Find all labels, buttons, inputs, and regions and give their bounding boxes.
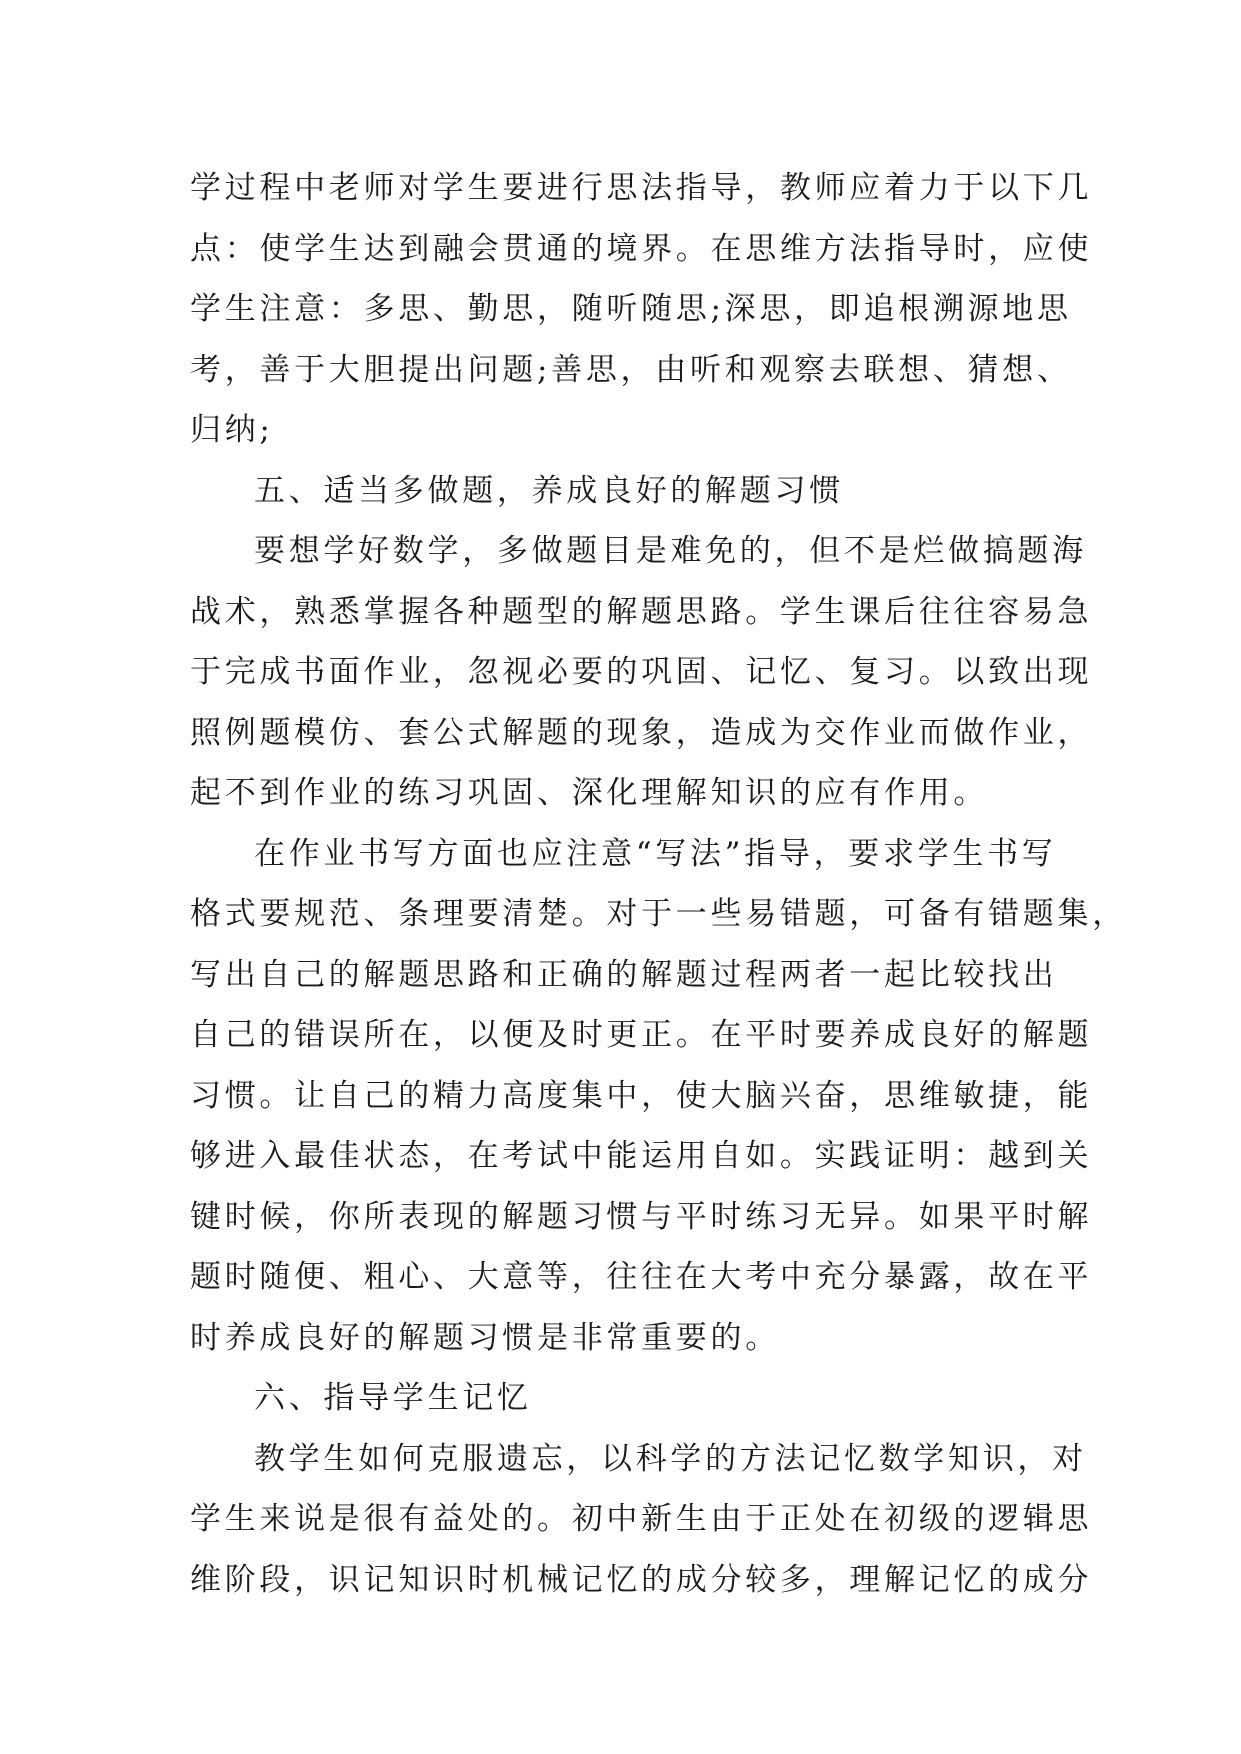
section-heading-5: 五、适当多做题，养成良好的解题习惯: [254, 472, 844, 509]
text-line: 学生注意：多思、勤思，随听随思;深思，即追根溯源地思: [190, 291, 1072, 327]
text-line: 要想学好数学，多做题目是难免的，但不是烂做搞题海: [254, 533, 1087, 569]
text-line: 教学生如何克服遗忘，以科学的方法记忆数学知识，对: [254, 1440, 1087, 1477]
body-text: [190, 158, 1127, 1610]
text-line: 题时随便、粗心、大意等，往往在大考中充分暴露，故在平: [190, 1259, 1093, 1295]
text-line: 学生来说是很有益处的。初中新生由于正处在初级的逻辑思: [190, 1501, 1093, 1537]
text-line: 写出自己的解题思路和正确的解题过程两者一起比较找出: [190, 956, 1058, 993]
text-line: 点：使学生达到融会贯通的境界。在思维方法指导时，应使: [190, 230, 1093, 267]
text-line: 习惯。让自己的精力高度集中，使大脑兴奋，思维敏捷，能: [190, 1077, 1093, 1114]
text-line: 归纳;: [190, 412, 274, 448]
text-line: 照例题模仿、套公式解题的现象，造成为交作业而做作业，: [190, 714, 1093, 751]
text-line: 战术，熟悉掌握各种题型的解题思路。学生课后往往容易急: [190, 593, 1093, 630]
text-line: 够进入最佳状态，在考试中能运用自如。实践证明：越到关: [190, 1138, 1093, 1174]
text-line: 格式要规范、条理要清楚。对于一些易错题，可备有错题集，: [190, 896, 1127, 932]
text-line: 于完成书面作业，忽视必要的巩固、记忆、复习。以致出现: [190, 654, 1093, 690]
text-line: 考，善于大胆提出问题;善思，由听和观察去联想、猜想、: [190, 351, 1072, 388]
text-line: 在作业书写方面也应注意“写法”指导，要求学生书写: [254, 835, 1057, 872]
text-line: 时养成良好的解题习惯是非常重要的。: [190, 1319, 780, 1356]
text-line: 键时候，你所表现的解题习惯与平时练习无异。如果平时解: [190, 1198, 1093, 1235]
text-line: 维阶段，识记知识时机械记忆的成分较多，理解记忆的成分: [190, 1561, 1093, 1598]
text-line: 自己的错误所在，以便及时更正。在平时要养成良好的解题: [190, 1017, 1093, 1053]
text-line: 起不到作业的练习巩固、深化理解知识的应有作用。: [190, 775, 989, 811]
section-heading-6: 六、指导学生记忆: [254, 1380, 532, 1416]
text-line: 学过程中老师对学生要进行思法指导，教师应着力于以下几: [190, 170, 1093, 206]
